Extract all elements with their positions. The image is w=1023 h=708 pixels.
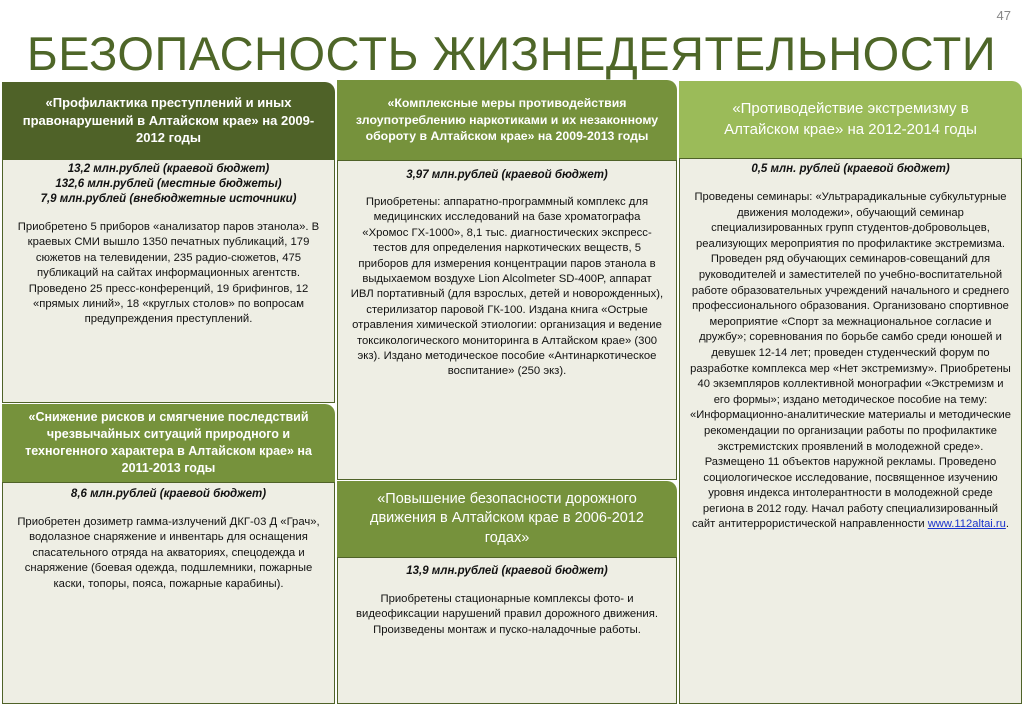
panel-body	[679, 158, 1022, 704]
panel-header-text: «Повышение безопасности дорожного движения в Алтайском крае в 2006-2012 годах»	[370, 490, 644, 546]
panel-body	[2, 159, 335, 403]
panel-header-text: «Профилактика преступлений и иных правонарушений в Алтайском крае» на 2009-2012 годы	[22, 95, 315, 146]
budget-line: 13,2 млн.рублей (краевой бюджет)	[67, 163, 270, 175]
panel-body	[337, 557, 677, 704]
panel-text: Приобретен дозиметр гамма-излучений ДКГ-03 Д «Грач», водолазное снаряжение и инвентарь для оснащения спасательного отряда на акваториях, спецодежда и снаряжение (боевая одежда, подшлемники, пожарные каски, топоры, пояса, пожарные карабины).	[17, 516, 320, 590]
panel-body	[2, 482, 335, 704]
panel-text-body: Проведены семинары: «Ультрарадикальные субкультурные движения молодежи», обучающий семинар специализированных групп студентов-добровольцев, реализующих мероприятия по профилактике экстремизма. Проведен ряд обучающих семинаров-совещаний для руководителей и заместителей по учебно-воспитательной работе образовательных учреждений начального и среднего профессионального образования. Организовано спортивное мероприятие «Спорт за межнациональное согласие и дружбу»; соревнования по борьбе самбо среди юношей и девушек 12-14 лет; проведен студенческий форум по разработке комплекса мер «Нет экстремизму». Приобретены 40 экземпляров коллективной монографии «Экстремизм и его формы»; издано методическое пособие на тему: «Информационно-аналитические материалы и методические рекомендации по организации работы по профилактике экстремистских проявлений в молодежной среде». Размещено 11 объектов наружной рекламы. Проведено социологическое исследование, посвященное изучению уровня индекса интолерантности в молодежной среде региона в 2012 году. Начал работу специализированный сайт антитеррористической направленности	[690, 191, 1011, 531]
budget-line: 0,5 млн. рублей (краевой бюджет)	[751, 163, 950, 175]
panel-header	[2, 82, 335, 159]
link-suffix: .	[1005, 518, 1009, 531]
panel-body	[337, 160, 677, 480]
panel-text: Приобретены стационарные комплексы фото- и видеофиксации нарушений правил дорожного движения. Произведены монтаж и пуско-наладочные работы.	[356, 593, 658, 636]
budget-line: 3,97 млн.рублей (краевой бюджет)	[406, 169, 608, 181]
budget-line: 13,9 млн.рублей (краевой бюджет)	[406, 565, 608, 577]
panel-text: Приобретено 5 приборов «анализатор паров этанола». В краевых СМИ вышло 1350 печатных публикаций, 179 сюжетов на телевидении, 235 радио-сюжетов, 475 публикаций на сайтах информационных агентств. Проведено 25 пресс-конференций, 19 брифингов, 12 «прямых линий», 18 «круглых столов» по вопросам предупреждения преступлений.	[17, 221, 320, 326]
panel-header	[337, 481, 677, 557]
page-title: БЕЗОПАСНОСТЬ ЖИЗНЕДЕЯТЕЛЬНОСТИ	[26, 27, 997, 80]
panel-text	[690, 190, 1011, 533]
panel-header-text: «Снижение рисков и смягчение последствий чрезвычайных ситуаций природного и техногенного характера в Алтайском крае» на 2011-2013 годы	[25, 410, 312, 475]
panel-text: Приобретены: аппаратно-программный комплекс для медицинских исследований на базе хроматографа «Хромос ГХ-1000», 8,1 тыс. диагностических экспресс-тестов для определения наркотических веществ, 5 приборов для измерения концентрации паров этанола в выдыхаемом воздухе Lion Alcolmeter SD-400P, аппарат ИВЛ портативный (для взрослых, детей и новорожденных), стерилизатор паровой ГК-100. Издана книга «Острые отравления химической этиологии: организация и ведение токсикологического мониторинга в Алтайском крае» (300 экз). Издано методическое пособие «Антинаркотическое воспитание» (250 экз).	[350, 196, 664, 378]
page-number: 47	[996, 8, 1011, 23]
budget-line: 132,6 млн.рублей (местные бюджеты)	[55, 178, 282, 190]
panel-header	[679, 81, 1022, 158]
budget-line: 7,9 млн.рублей (внебюджетные источники)	[40, 193, 297, 205]
panel-header	[337, 80, 677, 160]
website-link[interactable]: www.112altai.ru	[927, 518, 1006, 531]
panel-header	[2, 404, 335, 482]
budget-line: 8,6 млн.рублей (краевой бюджет)	[70, 488, 267, 500]
panel-header-text: «Противодействие экстремизму в Алтайском крае» на 2012-2014 годы	[724, 100, 977, 138]
panel-header-text: «Комплексные меры противодействия злоупотреблению наркотиками и их незаконному обороту в Алтайском крае» на 2009-2013 годы	[355, 96, 659, 144]
